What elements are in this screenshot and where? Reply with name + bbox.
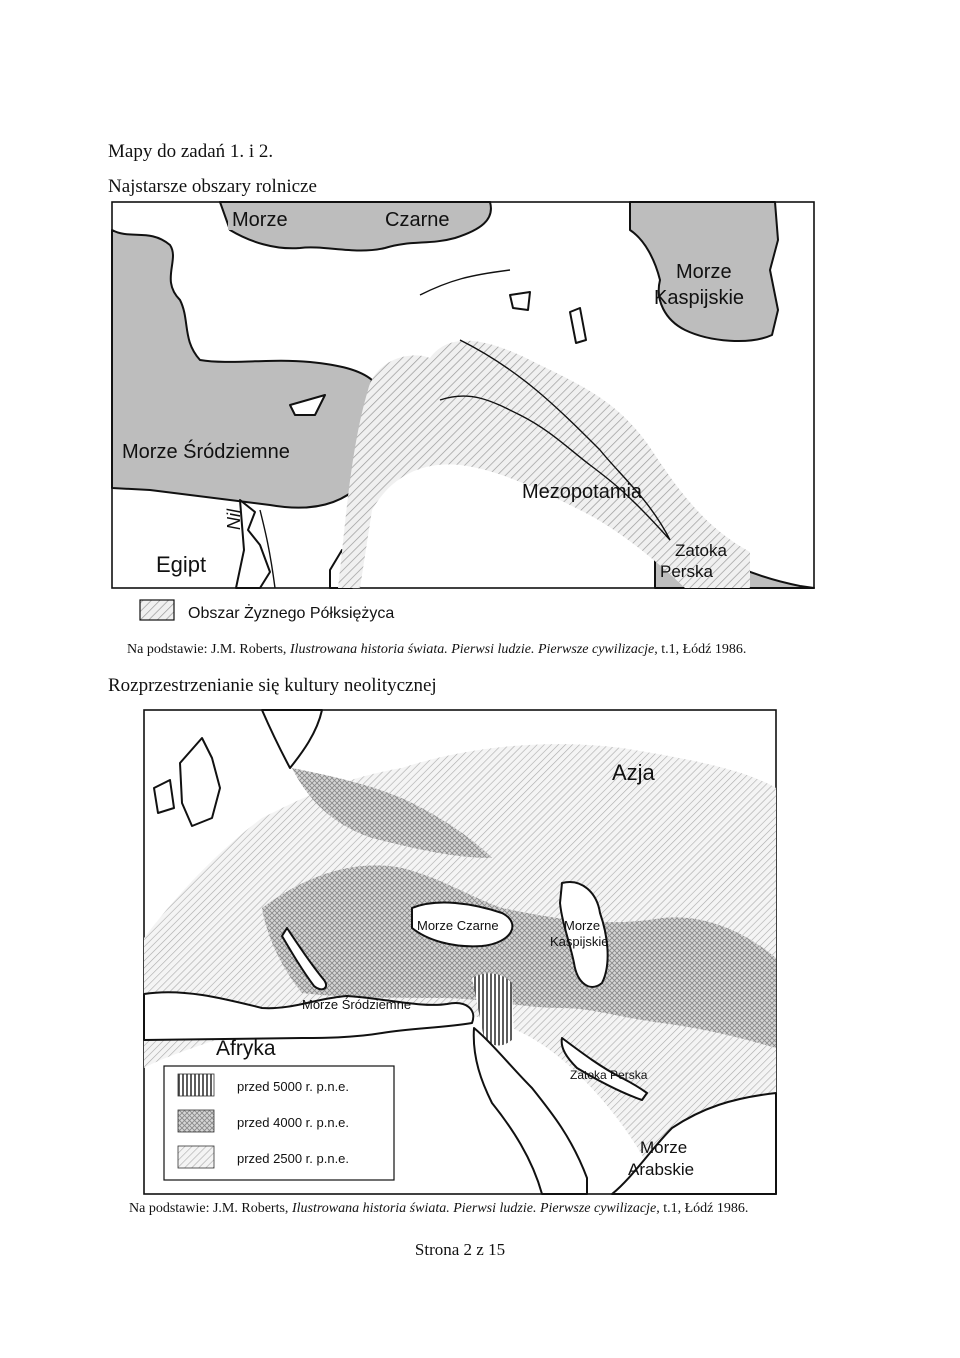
map2-title: Rozprzestrzenianie się kultury neolitycznej — [108, 675, 437, 696]
map2-legend-swatch-4000 — [178, 1110, 214, 1132]
neolithic-spread-map — [142, 708, 778, 1198]
map2-source — [129, 1201, 748, 1217]
britain-island — [180, 738, 220, 826]
map1-label-nile: Nil — [224, 509, 244, 530]
map1-source-prefix: Na podstawie: J.M. Roberts, — [127, 642, 290, 657]
map1-source-title: Ilustrowana historia świata. Pierwsi ludzie. Pierwsze cywilizacje — [289, 642, 655, 657]
river-north — [420, 270, 510, 295]
map2-source-prefix: Na podstawie: J.M. Roberts, — [129, 1201, 292, 1216]
map2-label-caspian-2: Kaspijskie — [550, 934, 609, 949]
map2-legend-2500: przed 2500 r. p.n.e. — [237, 1151, 350, 1166]
map1-label-caspian-2: Kaspijskie — [654, 287, 745, 309]
map2-label-caspian-1: Morze — [564, 918, 601, 933]
scandinavia-shape — [262, 710, 322, 768]
fertile-crescent-map — [110, 200, 820, 640]
map2-label-arabian-2: Arabskie — [628, 1160, 695, 1179]
map1-label-egypt: Egipt — [156, 552, 207, 577]
map2-legend-swatch-5000 — [178, 1074, 214, 1096]
map1-label-gulf-2: Perska — [660, 562, 713, 581]
map2-label-med: Morze Śródziemne — [302, 997, 412, 1012]
map2-legend-4000: przed 4000 r. p.n.e. — [237, 1115, 350, 1130]
map2-source-suffix: , t.1, Łódź 1986. — [656, 1201, 749, 1216]
page-footer: Strona 2 z 15 — [414, 1240, 506, 1259]
map1-label-gulf-1: Zatoka — [675, 541, 727, 560]
map2-label-asia: Azja — [612, 760, 655, 785]
mediterranean-shape — [112, 230, 372, 508]
map1-legend-label: Obszar Żyznego Półksiężyca — [188, 605, 395, 622]
map1-source — [127, 642, 746, 658]
map2-label-gulf: Zatoka Perska — [570, 1068, 648, 1082]
map2-legend-5000: przed 5000 r. p.n.e. — [237, 1079, 350, 1094]
map2-source-title: Ilustrowana historia świata. Pierwsi ludzie. Pierwsze cywilizacje — [291, 1201, 657, 1216]
map2-legend-swatch-2500 — [178, 1146, 214, 1168]
lake-van — [510, 292, 530, 310]
ireland-island — [154, 780, 174, 813]
map1-label-caspian-1: Morze — [676, 261, 732, 283]
map1-legend-swatch — [140, 600, 174, 620]
map2-label-africa: Afryka — [216, 1037, 276, 1060]
map1-label-czarne: Czarne — [385, 209, 450, 231]
lake-urmia — [570, 308, 586, 343]
page-heading: Mapy do zadań 1. i 2. — [108, 141, 274, 162]
map1-label-mesopotamia: Mezopotamia — [522, 481, 643, 503]
map1-title: Najstarsze obszary rolnicze — [108, 176, 317, 197]
map1-label-morze: Morze — [232, 209, 288, 231]
map2-label-arabian-1: Morze — [640, 1138, 688, 1157]
map1-source-suffix: , t.1, Łódź 1986. — [654, 642, 747, 657]
map1-label-med: Morze Śródziemne — [122, 441, 290, 463]
map2-label-black-sea: Morze Czarne — [417, 918, 499, 933]
